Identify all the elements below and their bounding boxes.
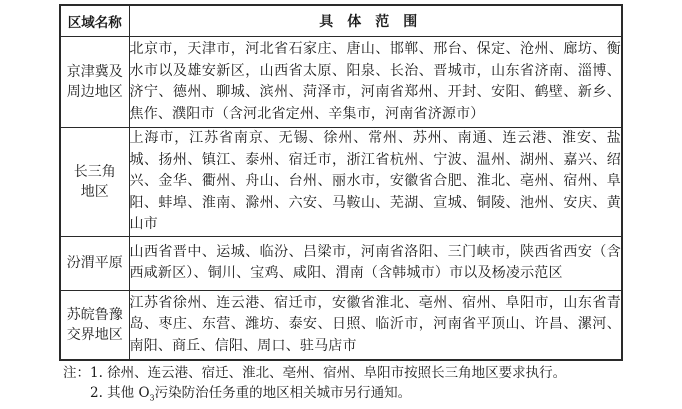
region-name-cell	[60, 236, 129, 290]
region-scope-cell: 山西省晋中、运城、临汾、吕梁市，河南省洛阳、三门峡市，陕西省西安（含西咸新区）、铜川、宝鸡、咸阳、渭南（含韩城市）市以及杨凌示范区	[129, 236, 622, 290]
table-row	[60, 37, 622, 128]
table-header-row	[60, 5, 622, 37]
note-2-text-a: 2. 其他 O	[90, 385, 150, 401]
region-name-line: 京津冀及	[66, 64, 123, 80]
region-name-cell	[60, 290, 129, 360]
table-row	[60, 290, 622, 360]
note-prefix: 注：	[63, 365, 90, 381]
table-row	[60, 128, 622, 237]
region-name-line: 苏皖鲁豫	[66, 306, 123, 323]
region-scope-cell: 江苏省徐州、连云港、宿迁市，安徽省淮北、亳州、宿州、阜阳市，山东省青岛、枣庄、东营、潍坊、泰安、日照、临沂市，河南省平顶山、许昌、漯河、南阳、商丘、信阳、周口、驻马店市	[129, 290, 622, 360]
note-1-text: 1. 徐州、连云港、宿迁、淮北、亳州、宿州、阜阳市按照长三角地区要求执行。	[90, 365, 567, 381]
region-name-line: 周边地区	[66, 84, 123, 100]
region-name-line: 交界地区	[66, 326, 123, 343]
region-scope-table	[59, 4, 623, 361]
region-name-cell	[60, 128, 129, 237]
region-scope-cell: 上海市，江苏省南京、无锡、徐州、常州、苏州、南通、连云港、淮安、盐城、扬州、镇江、泰州、宿迁市，浙江省杭州、宁波、温州、湖州、嘉兴、绍兴、金华、衢州、舟山、台州、丽水市，安徽省合肥、淮北、亳州、宿州、阜阳、蚌埠、淮南、滁州、六安、马鞍山、芜湖、宣城、铜陵、池州、安庆、黄山市	[129, 128, 622, 237]
region-name-line: 长三角	[73, 163, 116, 180]
region-name-line: 地区	[80, 183, 109, 200]
table-notes	[63, 363, 566, 409]
region-name-cell	[60, 37, 129, 128]
header-scope: 具体范围	[129, 5, 622, 37]
note-2	[63, 383, 566, 409]
table-row	[60, 236, 622, 290]
note-2-subscript: 3	[149, 393, 155, 403]
note-2-text-b: 污染防治任务重的地区相关城市另行通知。	[154, 385, 412, 401]
region-name-line: 汾渭平原	[66, 255, 123, 271]
header-region-name: 区域名称	[60, 5, 129, 37]
note-1	[63, 363, 566, 383]
region-scope-cell: 北京市，天津市，河北省石家庄、唐山、邯郸、邢台、保定、沧州、廊坊、衡水市以及雄安新区，山西省太原、阳泉、长治、晋城市，山东省济南、淄博、济宁、德州、聊城、滨州、菏泽市，河南省郑州、开封、安阳、鹤壁、新乡、焦作、濮阳市（含河北省定州、辛集市，河南省济源市）	[129, 37, 622, 128]
